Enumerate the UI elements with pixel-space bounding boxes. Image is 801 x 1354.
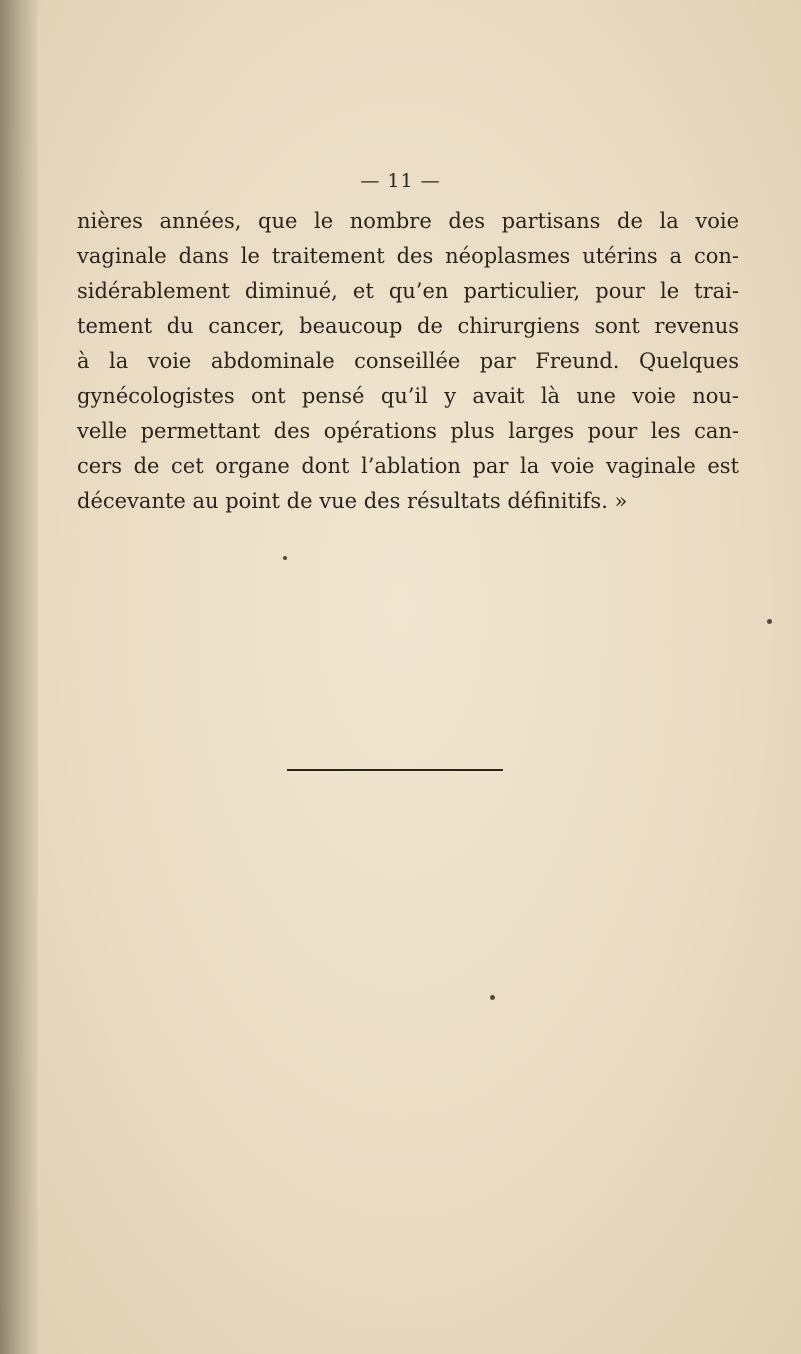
page-binding-shadow — [0, 0, 38, 1354]
body-text — [77, 204, 739, 519]
text-line: décevante au point de vue des résultats définitifs. » — [77, 489, 628, 513]
section-divider — [287, 769, 503, 771]
text-line: cers de cet organe dont l’ablation par la voie vaginale est — [77, 454, 739, 478]
text-line: sidérablement diminué, et qu’en particulier, pour le trai- — [77, 279, 739, 303]
ink-speck — [490, 995, 495, 1000]
text-line: velle permettant des opérations plus larges pour les can- — [77, 419, 739, 443]
text-line: vaginale dans le traitement des néoplasmes utérins a con- — [77, 244, 739, 268]
text-line: tement du cancer, beaucoup de chirurgiens sont revenus — [77, 314, 739, 338]
page-number: — 11 — — [360, 170, 441, 192]
text-line: gynécologistes ont pensé qu’il y avait là une voie nou- — [77, 384, 739, 408]
text-line: nières années, que le nombre des partisans de la voie — [77, 209, 739, 233]
ink-speck — [767, 619, 772, 624]
text-line: à la voie abdominale conseillée par Freund. Quelques — [77, 349, 739, 373]
ink-speck — [283, 556, 287, 560]
